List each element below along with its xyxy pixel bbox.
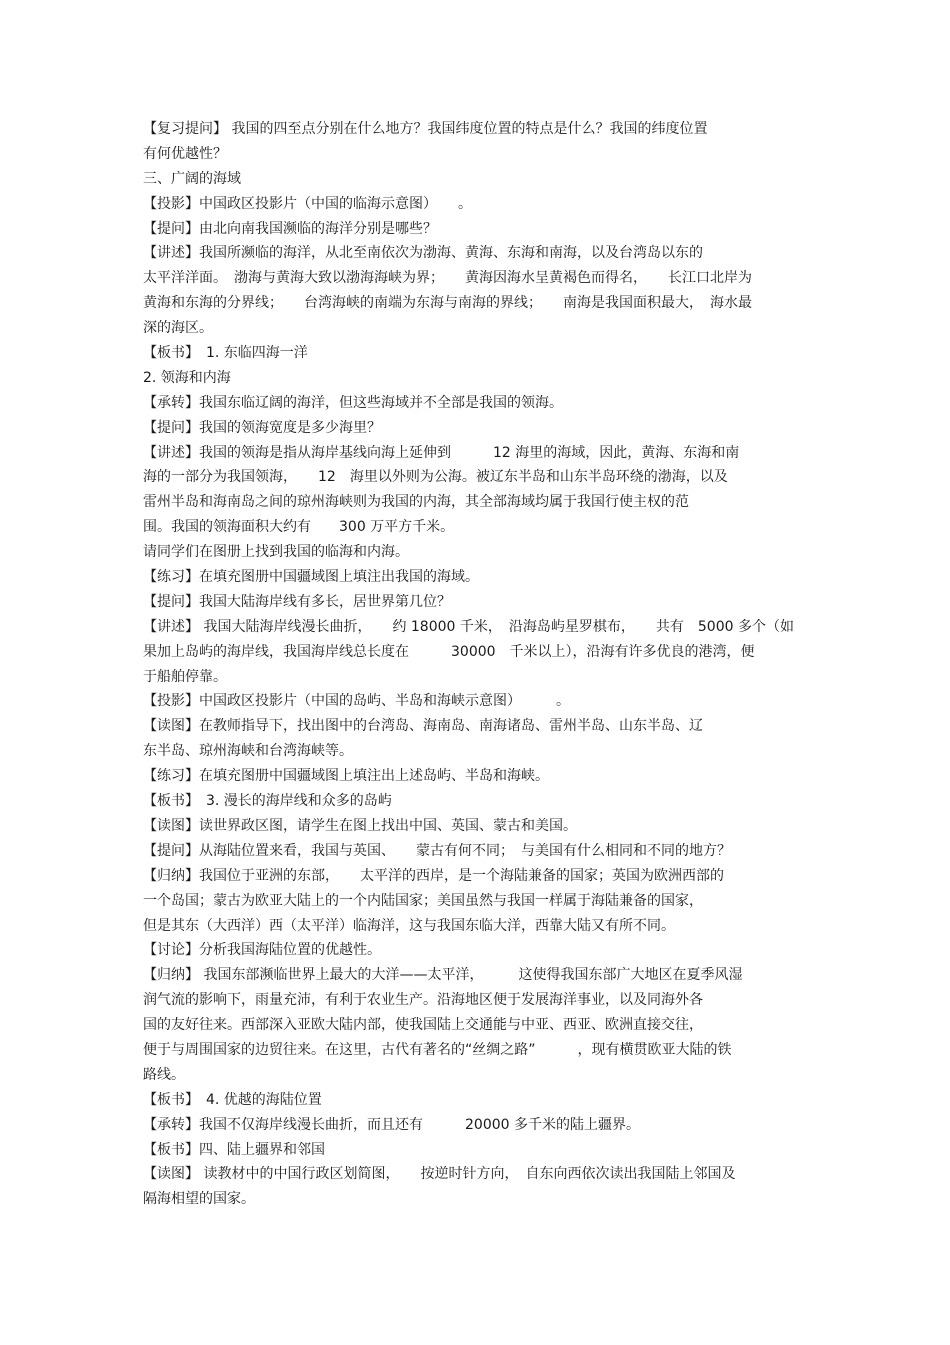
text-line: 【板书】 3. 漫长的海岸线和众多的岛屿: [143, 793, 392, 810]
text-line: 【讨论】分析我国海陆位置的优越性。: [143, 942, 381, 959]
text-line: 国的友好往来。西部深入亚欧大陆内部，使我国陆上交通能与中亚、西亚、欧洲直接交往，: [143, 1017, 703, 1034]
text-line: 润气流的影响下，雨量充沛，有利于农业生产。沿海地区便于发展海洋事业，以及同海外各: [143, 992, 703, 1009]
section-heading: 【板书】四、陆上疆界和邻国: [143, 1141, 325, 1158]
text-line: 有何优越性？: [143, 145, 227, 162]
text-line: 黄海和东海的分界线； 台湾海峡的南端为东海与南海的界线； 南海是我国面积最大， 海水最: [143, 295, 752, 312]
text-line: 于船舶停靠。: [143, 668, 227, 685]
text-line: 请同学们在图册上找到我国的临海和内海。: [143, 544, 409, 561]
text-line: 深的海区。: [143, 320, 213, 337]
text-line: 【归纳】我国位于亚洲的东部， 太平洋的西岸，是一个海陆兼备的国家；英国为欧洲西部的: [143, 867, 724, 884]
text-line: 围。我国的领海面积大约有 300 万平方千米。: [143, 519, 455, 536]
text-line: 便于与周围国家的边贸往来。在这里，古代有著名的“丝绸之路” ，现有横贯欧亚大陆的铁: [143, 1041, 732, 1058]
text-line: 【读图】在教师指导下，找出图中的台湾岛、海南岛、南海诸岛、雷州半岛、山东半岛、辽: [143, 718, 703, 735]
text-line: 路线。: [143, 1066, 185, 1083]
text-line: 【练习】在填充图册中国疆域图上填注出我国的海域。: [143, 569, 479, 586]
text-line: 雷州半岛和海南岛之间的琼州海峡则为我国的内海，其全部海域均属于我国行使主权的范: [143, 494, 689, 511]
text-line: 但是其东（大西洋）西（太平洋）临海洋，这与我国东临大洋，西靠大陆又有所不同。: [143, 917, 675, 934]
text-line: 【讲述】 我国大陆海岸线漫长曲折， 约 18000 千米， 沿海岛屿星罗棋布， 共有 5000 多个（如: [143, 618, 794, 635]
text-line: 【练习】在填充图册中国疆域图上填注出上述岛屿、半岛和海峡。: [143, 768, 549, 785]
section-heading: 三、广阔的海域: [143, 170, 241, 187]
text-line: 【读图】 读教材中的中国行政区划简图， 按逆时针方向， 自东向西依次读出我国陆上邻国及: [143, 1166, 736, 1183]
text-line: 东半岛、琼州海峡和台湾海峡等。: [143, 743, 353, 760]
text-line: 【讲述】我国的领海是指从海岸基线向海上延伸到 12 海里的海域，因此，黄海、东海和南: [143, 444, 740, 461]
text-line: 【承转】我国东临辽阔的海洋，但这些海域并不全部是我国的领海。: [143, 394, 563, 411]
text-line: 隔海相望的国家。: [143, 1191, 255, 1208]
text-line: 【读图】读世界政区图，请学生在图上找出中国、英国、蒙古和美国。: [143, 817, 577, 834]
subsection-heading: 2. 领海和内海: [143, 369, 231, 386]
text-line: 【复习提问】 我国的四至点分别在什么地方？我国纬度位置的特点是什么？我国的纬度位置: [143, 121, 708, 137]
text-line: 【板书】 1. 东临四海一洋: [143, 345, 308, 362]
text-line: 果加上岛屿的海岸线，我国海岸线总长度在 30000 千米以上），沿海有许多优良的港湾，便: [143, 643, 755, 660]
text-line: 【提问】我国的领海宽度是多少海里？: [143, 419, 381, 436]
text-line: 一个岛国；蒙古为欧亚大陆上的一个内陆国家；美国虽然与我国一样属于海陆兼备的国家，: [143, 892, 703, 909]
text-line: 太平洋洋面。 渤海与黄海大致以渤海海峡为界； 黄海因海水呈黄褐色而得名， 长江口北岸为: [143, 270, 752, 287]
text-line: 海的一部分为我国领海， 12 海里以外则为公海。被辽东半岛和山东半岛环绕的渤海，以及: [143, 469, 728, 486]
text-line: 【提问】我国大陆海岸线有多长，居世界第几位？: [143, 593, 451, 610]
text-line: 【板书】 4. 优越的海陆位置: [143, 1091, 322, 1108]
text-line: 【投影】中国政区投影片（中国的岛屿、半岛和海峡示意图） 。: [143, 693, 570, 710]
text-line: 【提问】从海陆位置来看，我国与英国、 蒙古有何不同； 与美国有什么相同和不同的地方？: [143, 842, 731, 859]
text-line: 【提问】由北向南我国濒临的海洋分别是哪些？: [143, 220, 437, 237]
text-line: 【讲述】我国所濒临的海洋，从北至南依次为渤海、黄海、东海和南海，以及台湾岛以东的: [143, 245, 703, 262]
text-line: 【承转】我国不仅海岸线漫长曲折，而且还有 20000 多千米的陆上疆界。: [143, 1116, 640, 1133]
text-line: 【归纳】 我国东部濒临世界上最大的大洋——太平洋， 这使得我国东部广大地区在夏季风湿: [143, 967, 743, 984]
text-line: 【投影】中国政区投影片（中国的临海示意图） 。: [143, 195, 472, 212]
lesson-plan-text: [143, 117, 811, 1212]
